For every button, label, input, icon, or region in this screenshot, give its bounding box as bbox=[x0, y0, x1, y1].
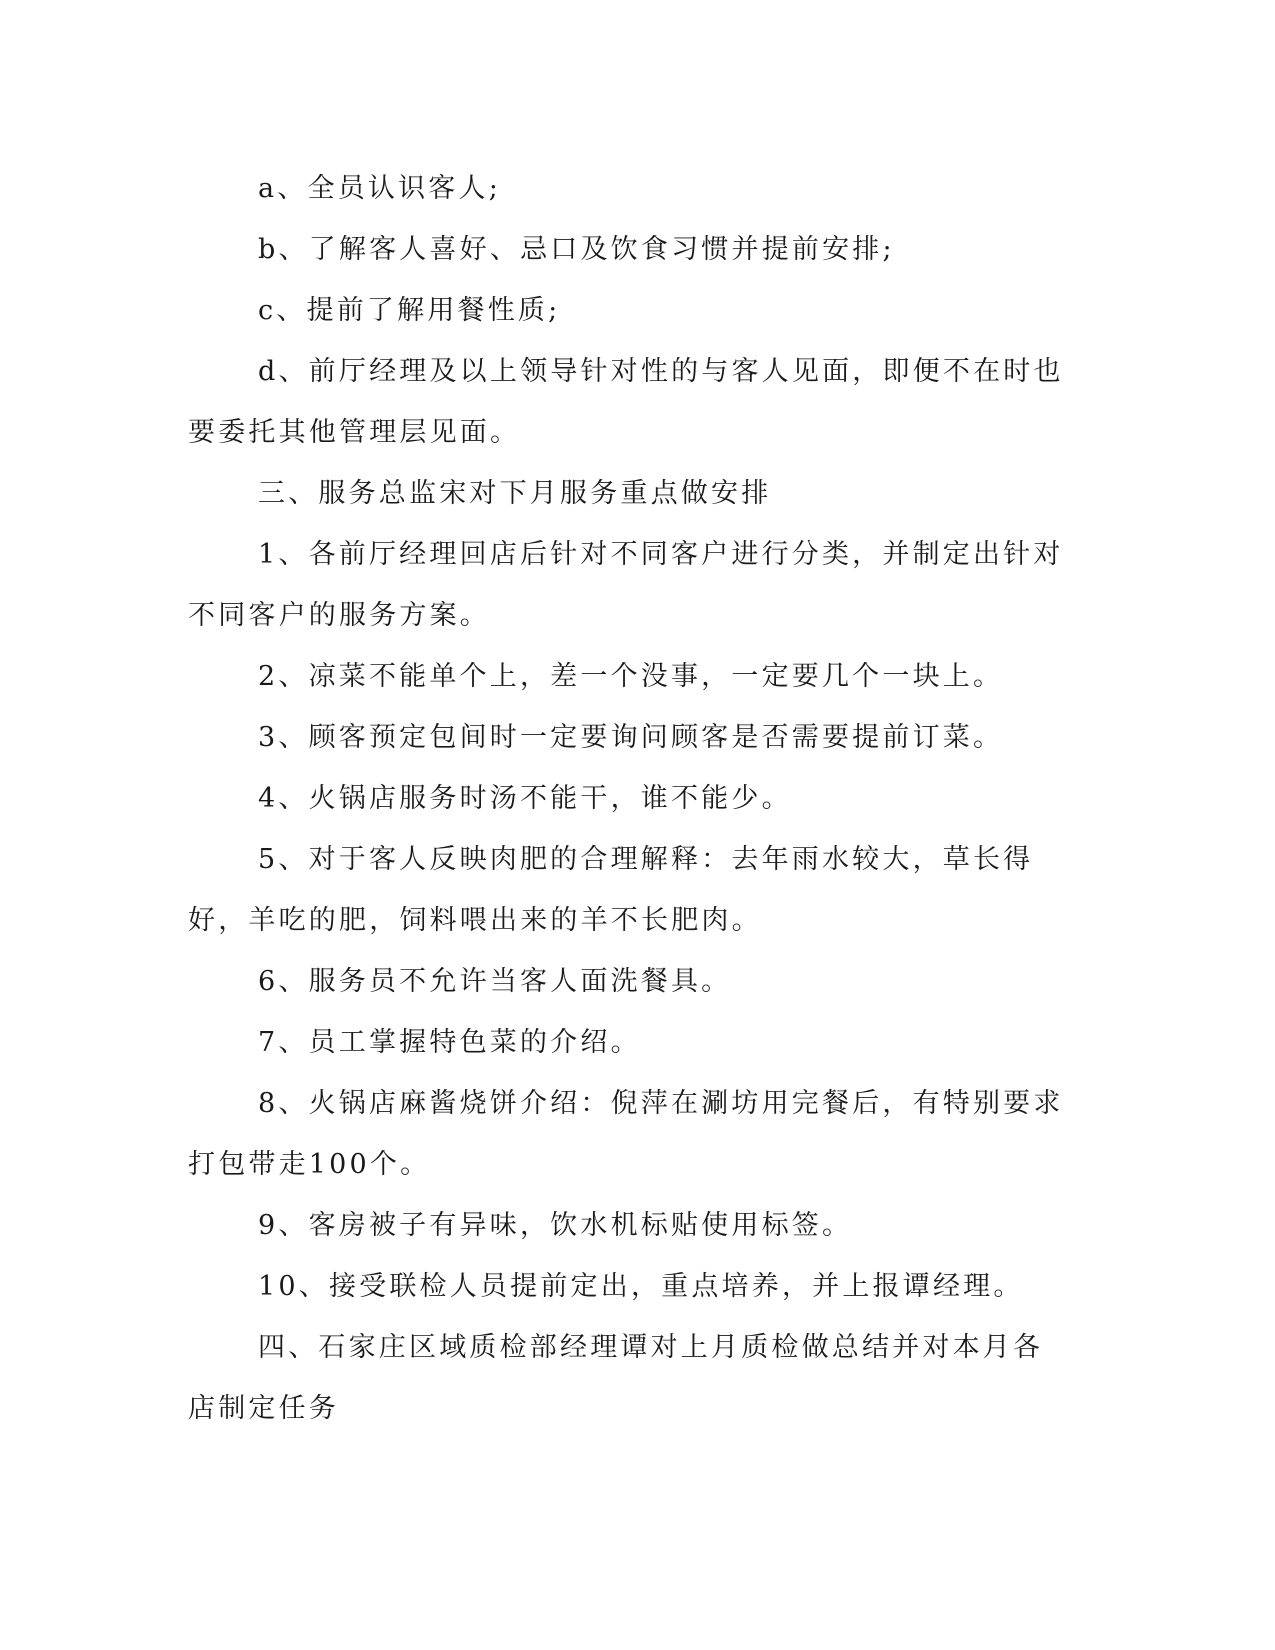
list-item-4: 4、火锅店服务时汤不能干，谁不能少。 bbox=[258, 783, 792, 814]
list-item-3: 3、顾客预定包间时一定要询问顾客是否需要提前订菜。 bbox=[258, 722, 1004, 753]
list-item-5: 5、对于客人反映肉肥的合理解释：去年雨水较大，草长得好，羊吃的肥，饲料喂出来的羊不长肥肉。 bbox=[188, 844, 1034, 936]
list-item-9: 9、客房被子有异味，饮水机标贴使用标签。 bbox=[258, 1210, 853, 1241]
list-item-b: b、了解客人喜好、忌口及饮食习惯并提前安排; bbox=[258, 234, 895, 265]
list-item-2: 2、凉菜不能单个上，差一个没事，一定要几个一块上。 bbox=[258, 661, 1004, 692]
list-item-d: d、前厅经理及以上领导针对性的与客人见面，即便不在时也要委托其他管理层见面。 bbox=[188, 356, 1064, 448]
list-item-8: 8、火锅店麻酱烧饼介绍：倪萍在涮坊用完餐后，有特别要求打包带走100个。 bbox=[188, 1088, 1064, 1180]
section-heading-3: 三、服务总监宋对下月服务重点做安排 bbox=[258, 478, 772, 509]
list-item-a: a、全员认识客人; bbox=[258, 173, 501, 204]
list-item-6: 6、服务员不允许当客人面洗餐具。 bbox=[258, 966, 732, 997]
section-heading-4: 四、石家庄区域质检部经理谭对上月质检做总结并对本月各店制定任务 bbox=[188, 1332, 1044, 1424]
list-item-7: 7、员工掌握特色菜的介绍。 bbox=[258, 1027, 641, 1058]
list-item-10: 10、接受联检人员提前定出，重点培养，并上报谭经理。 bbox=[258, 1271, 1024, 1302]
list-item-c: c、提前了解用餐性质; bbox=[258, 295, 561, 326]
list-item-1: 1、各前厅经理回店后针对不同客户进行分类，并制定出针对不同客户的服务方案。 bbox=[188, 539, 1064, 631]
document-body bbox=[188, 158, 1068, 1439]
